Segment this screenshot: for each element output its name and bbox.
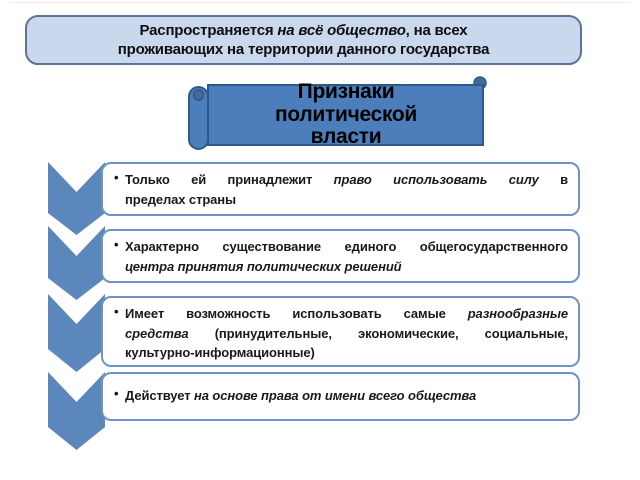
bullet-marker: • <box>114 170 119 185</box>
chevron-arrow-strip <box>48 160 106 452</box>
chevron-arrow-3 <box>48 294 105 372</box>
bullet-marker: • <box>114 304 119 319</box>
top-statement-text: Распространяется на всё общество, на всех проживающих на территории данного государства <box>117 22 490 58</box>
bullet-marker: • <box>114 237 119 252</box>
top-statement-box <box>25 15 582 65</box>
feature-box-2 <box>101 229 580 283</box>
diagram-title-text: Признаки политической власти <box>274 80 418 148</box>
feature-text-4: Действует на основе права от имени всего общества <box>125 388 477 403</box>
slide-edge-line <box>10 2 630 3</box>
feature-box-4 <box>101 372 580 421</box>
feature-text-1: Только ей принадлежит право использовать силу в пределах страны <box>125 172 568 207</box>
feature-text-3: Имеет возможность использовать самые разнообразные средства (принудительные, экономические, социальные, культурно-информационные) <box>125 306 568 360</box>
scroll-roll-curl <box>194 90 204 100</box>
feature-box-3 <box>101 296 580 367</box>
feature-box-1 <box>101 162 580 216</box>
chevron-arrow-4 <box>48 372 105 450</box>
chevron-arrow-1 <box>48 162 105 235</box>
diagram-title <box>208 81 484 149</box>
feature-text-2: Характерно существование единого общегосударственного центра принятия политических решений <box>125 239 568 274</box>
bullet-marker: • <box>114 386 119 401</box>
chevron-arrow-2 <box>48 226 105 300</box>
